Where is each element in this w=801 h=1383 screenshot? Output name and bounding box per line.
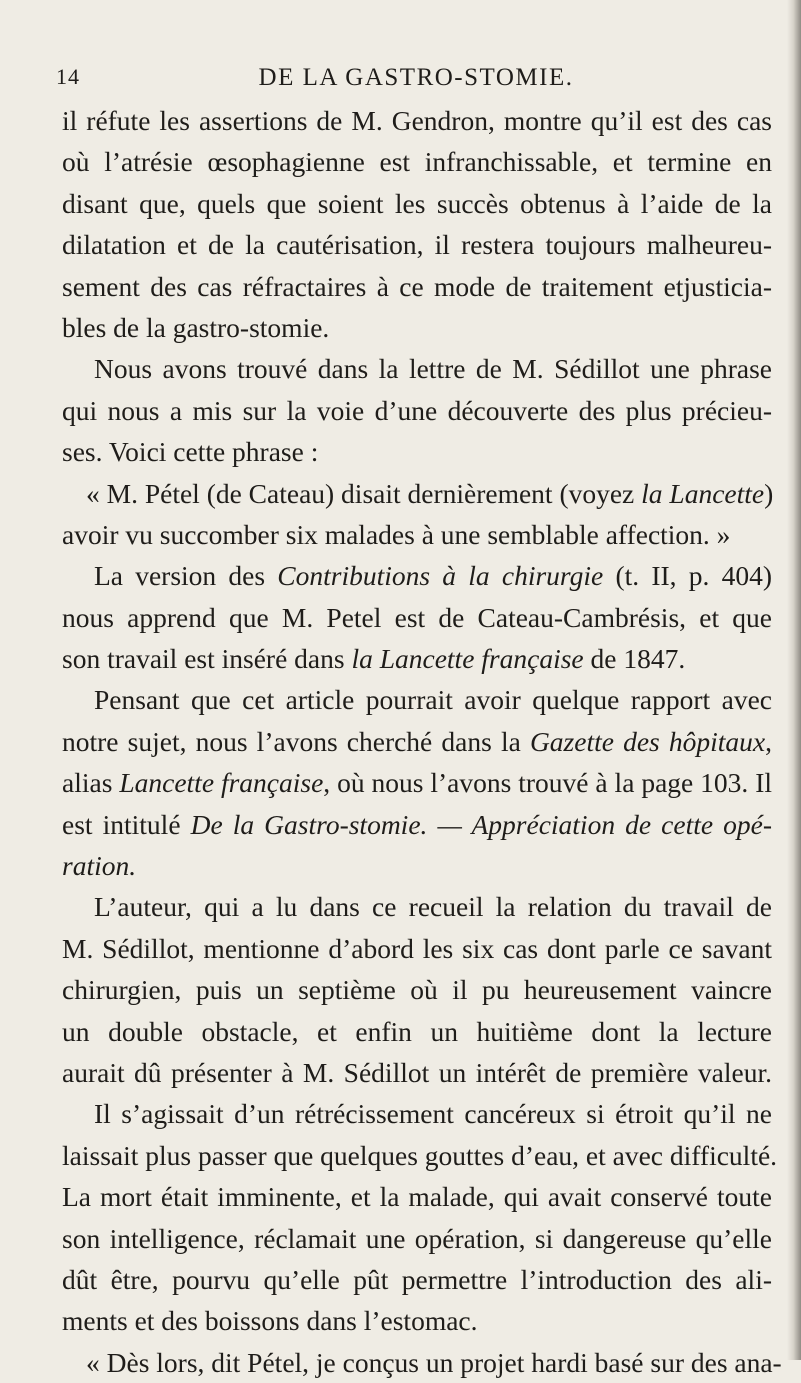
italic-title: la Lancette française — [351, 643, 584, 675]
line-text: son travail est inséré dans — [62, 643, 352, 675]
text-line: avoir vu succomber six malades à une semblable affection. » — [62, 518, 731, 550]
text-line: Il s’agissait d’un rétrécissement cancéreux si étroit qu’il ne — [94, 1098, 772, 1130]
text-line — [62, 473, 772, 514]
line-text: , où nous l’avons trouvé à la page 103. Il — [323, 767, 772, 799]
text-line — [62, 804, 772, 845]
italic-title: Contributions à la chirurgie — [277, 560, 604, 592]
italic-title: ration. — [62, 850, 137, 882]
text-line — [62, 638, 772, 679]
text-line: dût être, pourvu qu’elle pût permettre l’introduction des ali- — [62, 1263, 772, 1295]
text-line: dilatation et de la cautérisation, il restera toujours malheureu- — [62, 229, 772, 261]
line-text: (t. II, p. 404) — [603, 560, 772, 592]
text-line: Nous avons trouvé dans la lettre de M. Sédillot une phrase — [94, 353, 772, 385]
line-text: , — [765, 725, 772, 757]
text-line: il réfute les assertions de M. Gendron, montre qu’il est des cas — [62, 105, 772, 136]
text-line: L’auteur, qui a lu dans ce recueil la relation du travail de — [94, 891, 772, 923]
text-line — [62, 845, 772, 886]
italic-title: Lancette française — [119, 767, 324, 799]
text-line: nous apprend que M. Petel est de Cateau-Cambrésis, et que — [62, 601, 772, 633]
text-line — [62, 762, 772, 803]
italic-title: la Lancette — [641, 477, 765, 509]
text-line: où l’atrésie œsophagienne est infranchissable, et termine en — [62, 146, 772, 178]
text-line: disant que, quels que soient les succès obtenus à l’aide de la — [62, 187, 772, 219]
italic-title: Gazette des hôpitaux — [529, 725, 766, 757]
text-line: La mort était imminente, et la malade, qui avait conservé toute — [62, 1181, 772, 1213]
text-line: ses. Voici cette phrase : — [62, 436, 319, 468]
text-line: M. Sédillot, mentionne d’abord les six cas dont parle ce savant — [62, 932, 772, 964]
line-text: alias — [62, 767, 120, 799]
body-text — [62, 100, 782, 1383]
text-line: sement des cas réfractaires à ce mode de traitement etjusticia- — [62, 270, 772, 302]
page-edge-shadow — [787, 0, 801, 1360]
text-line: chirurgien, puis un septième où il pu heureusement vaincre — [62, 974, 772, 1006]
text-line: laissait plus passer que quelques gouttes d’eau, et avec difficulté. — [62, 1139, 778, 1171]
line-text: notre sujet, nous l’avons cherché dans la — [62, 725, 530, 757]
page-number: 14 — [56, 64, 80, 89]
text-line: « Dès lors, dit Pétel, je conçus un projet hardi basé sur des ana- — [86, 1346, 782, 1378]
text-line: ments et des boissons dans l’estomac. — [62, 1305, 478, 1337]
text-line: aurait dû présenter à M. Sédillot un intérêt de première valeur. — [62, 1056, 772, 1088]
text-line: son intelligence, réclamait une opération, si dangereuse qu’elle — [62, 1222, 772, 1254]
text-line: bles de la gastro-stomie. — [62, 311, 330, 343]
line-text: de 1847. — [583, 643, 686, 675]
running-title: DE LA GASTRO-STOMIE. — [258, 64, 574, 91]
text-line: Pensant que cet article pourrait avoir quelque rapport avec — [94, 684, 772, 716]
text-line — [62, 721, 772, 762]
text-line: qui nous a mis sur la voie d’une découverte des plus précieu- — [62, 394, 772, 426]
text-line — [62, 555, 772, 596]
line-text: ) — [764, 477, 774, 509]
page-header — [56, 64, 756, 94]
text-line: un double obstacle, et enfin un huitième dont la lecture — [62, 1015, 772, 1047]
line-text: est intitulé — [62, 808, 191, 840]
line-text: La version des — [94, 560, 278, 592]
line-text: « M. Pétel (de Cateau) disait dernièrement (voyez — [86, 477, 642, 509]
italic-title: De la Gastro-stomie. — Appréciation de cette opé- — [190, 808, 772, 840]
